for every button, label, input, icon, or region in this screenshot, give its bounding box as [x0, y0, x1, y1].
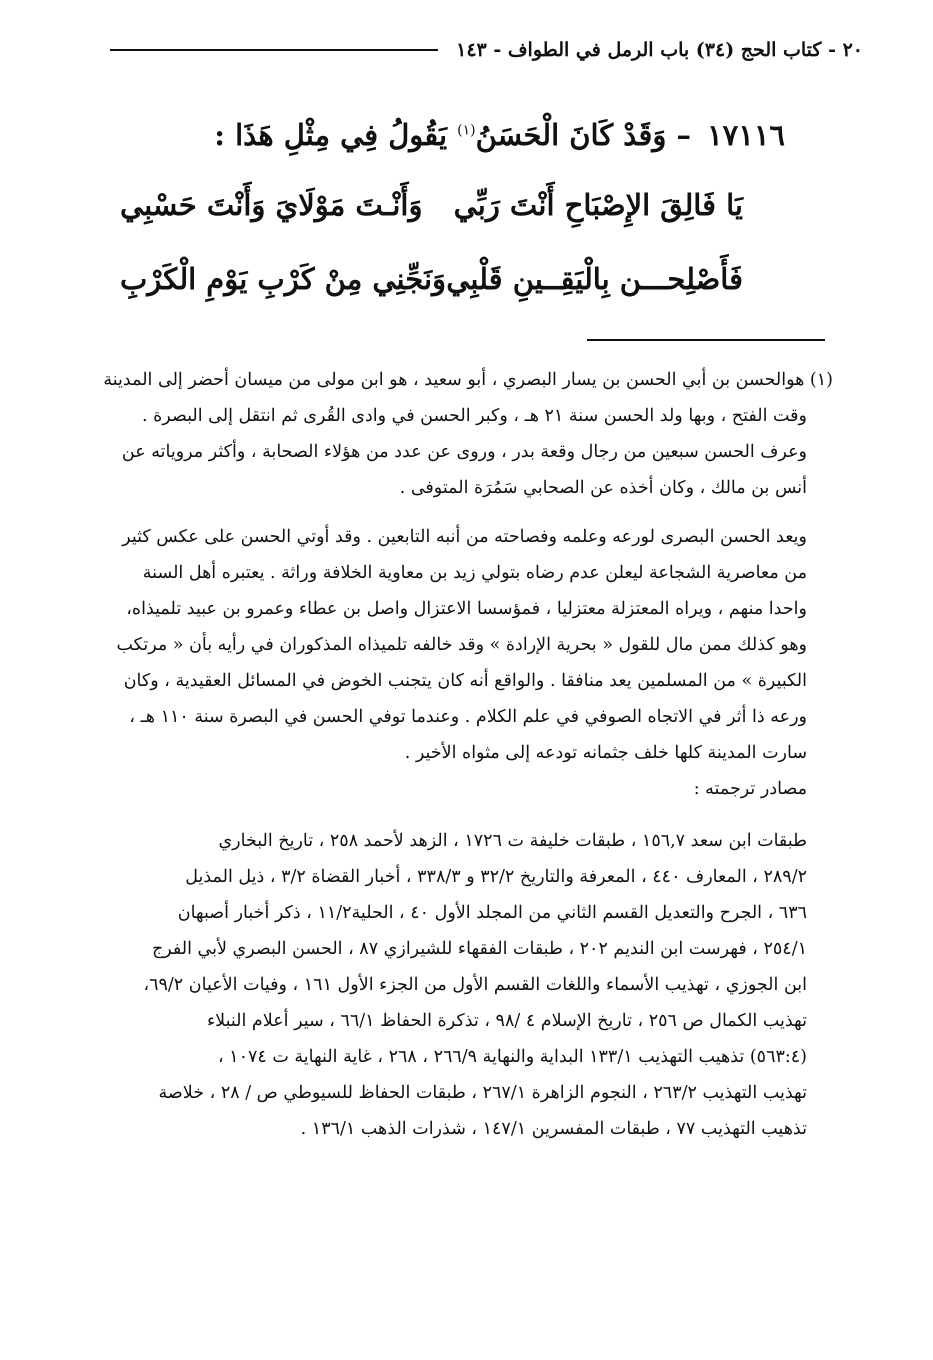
verse-first-hemistich: يَا فَالِقَ الإِصْبَاحِ أَنْتَ رَبِّي: [453, 188, 743, 222]
verse-first-hemistich: فَأَصْلِحـــن بِالْيَقِــينِ قَلْبِي: [446, 262, 743, 296]
verse-second-hemistich: وَنَجِّنِي مِنْ كَرْبِ يَوْمِ الْكَرْبِ: [120, 262, 447, 296]
source-line: (٥٦٣:٤) تذهيب التهذيب ١٣٣/١ البداية والنهاية ٢٦٦/٩ ، ٢٦٨ ، غاية النهاية ت ١٠٧٤ ،: [217, 1047, 807, 1067]
source-line: طبقات ابن سعد ١٥٦,٧ ، طبقات خليفة ت ١٧٢٦ ، الزهد لأحمد ٢٥٨ ، تاريخ البخاري: [218, 831, 807, 851]
footnote-ref: (١): [457, 122, 476, 139]
hadith-text-start: وَقَدْ كَانَ الْحَسَنُ: [475, 118, 667, 152]
footnote-line: واحدا منهم ، ويراه المعتزلة معتزليا ، فمؤسسا الاعتزال واصل بن عطاء وعمرو بن عبيد تلميذاه،: [126, 599, 807, 619]
footnote-line: وعرف الحسن سبعين من رجال وقعة بدر ، وروى عن عدد من هؤلاء الصحابة ، وأكثر مروياته عن: [121, 442, 807, 462]
footnote-line: أنس بن مالك ، وكان أخذه عن الصحابي سَمُرَة المتوفى .: [399, 478, 807, 498]
hadith-text-end: يَقُولُ فِي مِثْلِ هَذَا :: [214, 118, 448, 152]
hadith-heading: [80, 118, 785, 152]
footnote-line: الكبيرة » من المسلمين يعد منافقا . والواقع أنه كان يتجنب الخوض في المسائل العقيدية ، وكان: [123, 671, 807, 691]
source-line: ٢٨٩/٢ ، المعارف ٤٤٠ ، المعرفة والتاريخ ٣٢/٢ و ٣٣٨/٣ ، أخبار القضاة ٣/٢ ، ذيل المذيل: [185, 867, 807, 887]
header-title: ٢٠ - كتاب الحج (٣٤) باب الرمل في الطواف - ١٤٣: [456, 39, 863, 61]
source-line: تهذيب التهذيب ٢٦٣/٢ ، النجوم الزاهرة ٢٦٧/١ ، طبقات الحفاظ للسيوطي ص / ٢٨ ، خلاصة: [158, 1083, 807, 1103]
source-line: ابن الجوزي ، تهذيب الأسماء واللغات القسم الأول من الجزء الأول ١٦١ ، وفيات الأعيان ٦٩/٢،: [143, 975, 807, 995]
footnote-line: وقت الفتح ، وبها ولد الحسن سنة ٢١ هـ ، وكبر الحسن في وادى القُرى ثم انتقل إلى البصرة .: [142, 406, 807, 426]
source-line: تذهيب التهذيب ٧٧ ، طبقات المفسرين ١٤٧/١ ، شذرات الذهب ١٣٦/١ .: [300, 1119, 807, 1139]
hadith-number: ١٧١١٦: [707, 118, 785, 152]
footnote-separator: [587, 339, 825, 341]
footnote-line: وهو كذلك ممن مال للقول « بحرية الإرادة » وقد خالفه تلميذاه المذكوران في رأيه بأن « مرتكب: [116, 635, 807, 655]
header-rule: [110, 49, 438, 51]
verse-second-hemistich: وَأَنْـتَ مَوْلَايَ وَأَنْتَ حَسْبِي: [120, 188, 423, 222]
sources-title: مصادر ترجمته :: [693, 779, 807, 799]
poem-verse: [120, 262, 743, 312]
poem-verse: [120, 188, 743, 238]
footnote-line: (١) هوالحسن بن أبي الحسن بن يسار البصري ، أبو سعيد ، هو ابن مولى من ميسان أحضر إلى المدينة: [103, 370, 833, 390]
source-line: ٢٥٤/١ ، فهرست ابن النديم ٢٠٢ ، طبقات الفقهاء للشيرازي ٨٧ ، الحسن البصري لأبي الفرج: [151, 939, 807, 959]
footnote-block: [62, 362, 833, 1147]
running-header: [110, 30, 863, 70]
hadith-dash: –: [676, 118, 691, 152]
footnote-line: ورعه ذا أثر في الاتجاه الصوفي في علم الكلام . وعندما توفي الحسن في البصرة سنة ١١٠ هـ ،: [129, 707, 807, 727]
source-line: تهذيب الكمال ص ٢٥٦ ، تاريخ الإسلام ٤ /٩٨ ، تذكرة الحفاظ ٦٦/١ ، سير أعلام النبلاء: [206, 1011, 807, 1031]
footnote-line: سارت المدينة كلها خلف جثمانه تودعه إلى مثواه الأخير .: [404, 743, 807, 763]
footnote-line: ويعد الحسن البصرى لورعه وعلمه وفصاحته من أنبه التابعين . وقد أوتي الحسن على عكس كثير: [122, 527, 807, 547]
footnote-line: من معاصرية الشجاعة ليعلن عدم رضاه بتولي زيد بن معاوية الخلافة وراثة . يعتبره أهل السنة: [142, 563, 807, 583]
source-line: ٦٣٦ ، الجرح والتعديل القسم الثاني من المجلد الأول ٤٠ ، الحلية١١/٢ ، ذكر أخبار أصبهان: [177, 903, 807, 923]
